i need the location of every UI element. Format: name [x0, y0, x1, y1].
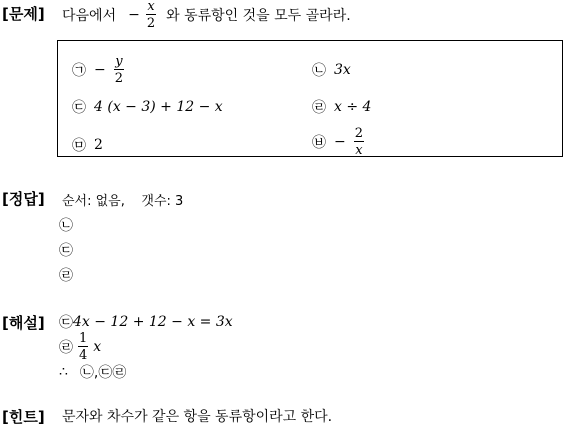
explanation-frac-num: 1 [79, 331, 88, 346]
explanation-frac-den: 4 [79, 348, 88, 363]
choice-marker: ㉣ [312, 100, 326, 116]
explanation-marker: ㉣ [59, 340, 73, 356]
choice-marker: ㉡ [312, 63, 326, 79]
choice-marker: ㉠ [72, 63, 86, 79]
explanation-label: [해설] [2, 314, 45, 332]
hint-text: 문자와 차수가 같은 항을 동류항이라고 한다. [62, 409, 333, 425]
choice-sign: − [334, 134, 346, 150]
choice-expr: 4 (x − 3) + 12 − x [94, 99, 223, 115]
choice-expr: 2 [94, 137, 103, 153]
choice-frac-den: 2 [114, 71, 124, 86]
problem-frac-num: x [147, 0, 155, 14]
choice-marker: ㉤ [72, 138, 86, 154]
explanation-var: x [93, 339, 102, 355]
problem-label: [문제] [2, 5, 45, 23]
explanation-line-1 [59, 312, 233, 332]
answer-label: [정답] [2, 190, 45, 208]
answer-item: ㉣ [59, 268, 73, 284]
explanation-fraction [78, 332, 88, 362]
choice-5 [72, 135, 103, 155]
explanation-line-3 [59, 362, 126, 382]
choice-expr: 3x [334, 62, 351, 78]
choice-expr: x ÷ 4 [334, 99, 372, 115]
choice-3 [72, 97, 223, 117]
choice-2 [312, 60, 351, 80]
problem-frac-den: 2 [146, 16, 156, 31]
explanation-conclusion: ㉡,㉢㉣ [79, 365, 127, 381]
choice-frac-den: x [355, 143, 363, 158]
choice-marker: ㉥ [312, 135, 326, 151]
choice-fraction [114, 55, 124, 85]
answer-item: ㉢ [59, 243, 73, 259]
answer-summary: 순서: 없음, 갯수: 3 [62, 194, 184, 209]
hint-label: [힌트] [2, 408, 45, 426]
problem-text-after: 와 동류항인 것을 모두 골라라. [166, 8, 351, 24]
choice-4 [312, 97, 371, 117]
choice-frac-num: 2 [354, 126, 364, 141]
problem-text-before: 다음에서 [62, 8, 117, 24]
choice-6 [312, 127, 364, 157]
therefore-symbol: ∴ [59, 364, 68, 380]
explanation-expr: 4x − 12 + 12 − x = 3x [73, 314, 233, 330]
choice-1 [72, 55, 124, 85]
answer-item: ㉡ [59, 218, 73, 234]
problem-statement [62, 0, 351, 30]
choice-sign: − [94, 62, 106, 78]
choice-frac-num: y [115, 54, 123, 69]
choice-marker: ㉢ [72, 100, 86, 116]
problem-minus: − [128, 7, 140, 23]
explanation-marker: ㉢ [59, 315, 73, 331]
choice-fraction [354, 127, 364, 157]
explanation-line-2 [59, 332, 101, 362]
problem-fraction [146, 0, 156, 30]
